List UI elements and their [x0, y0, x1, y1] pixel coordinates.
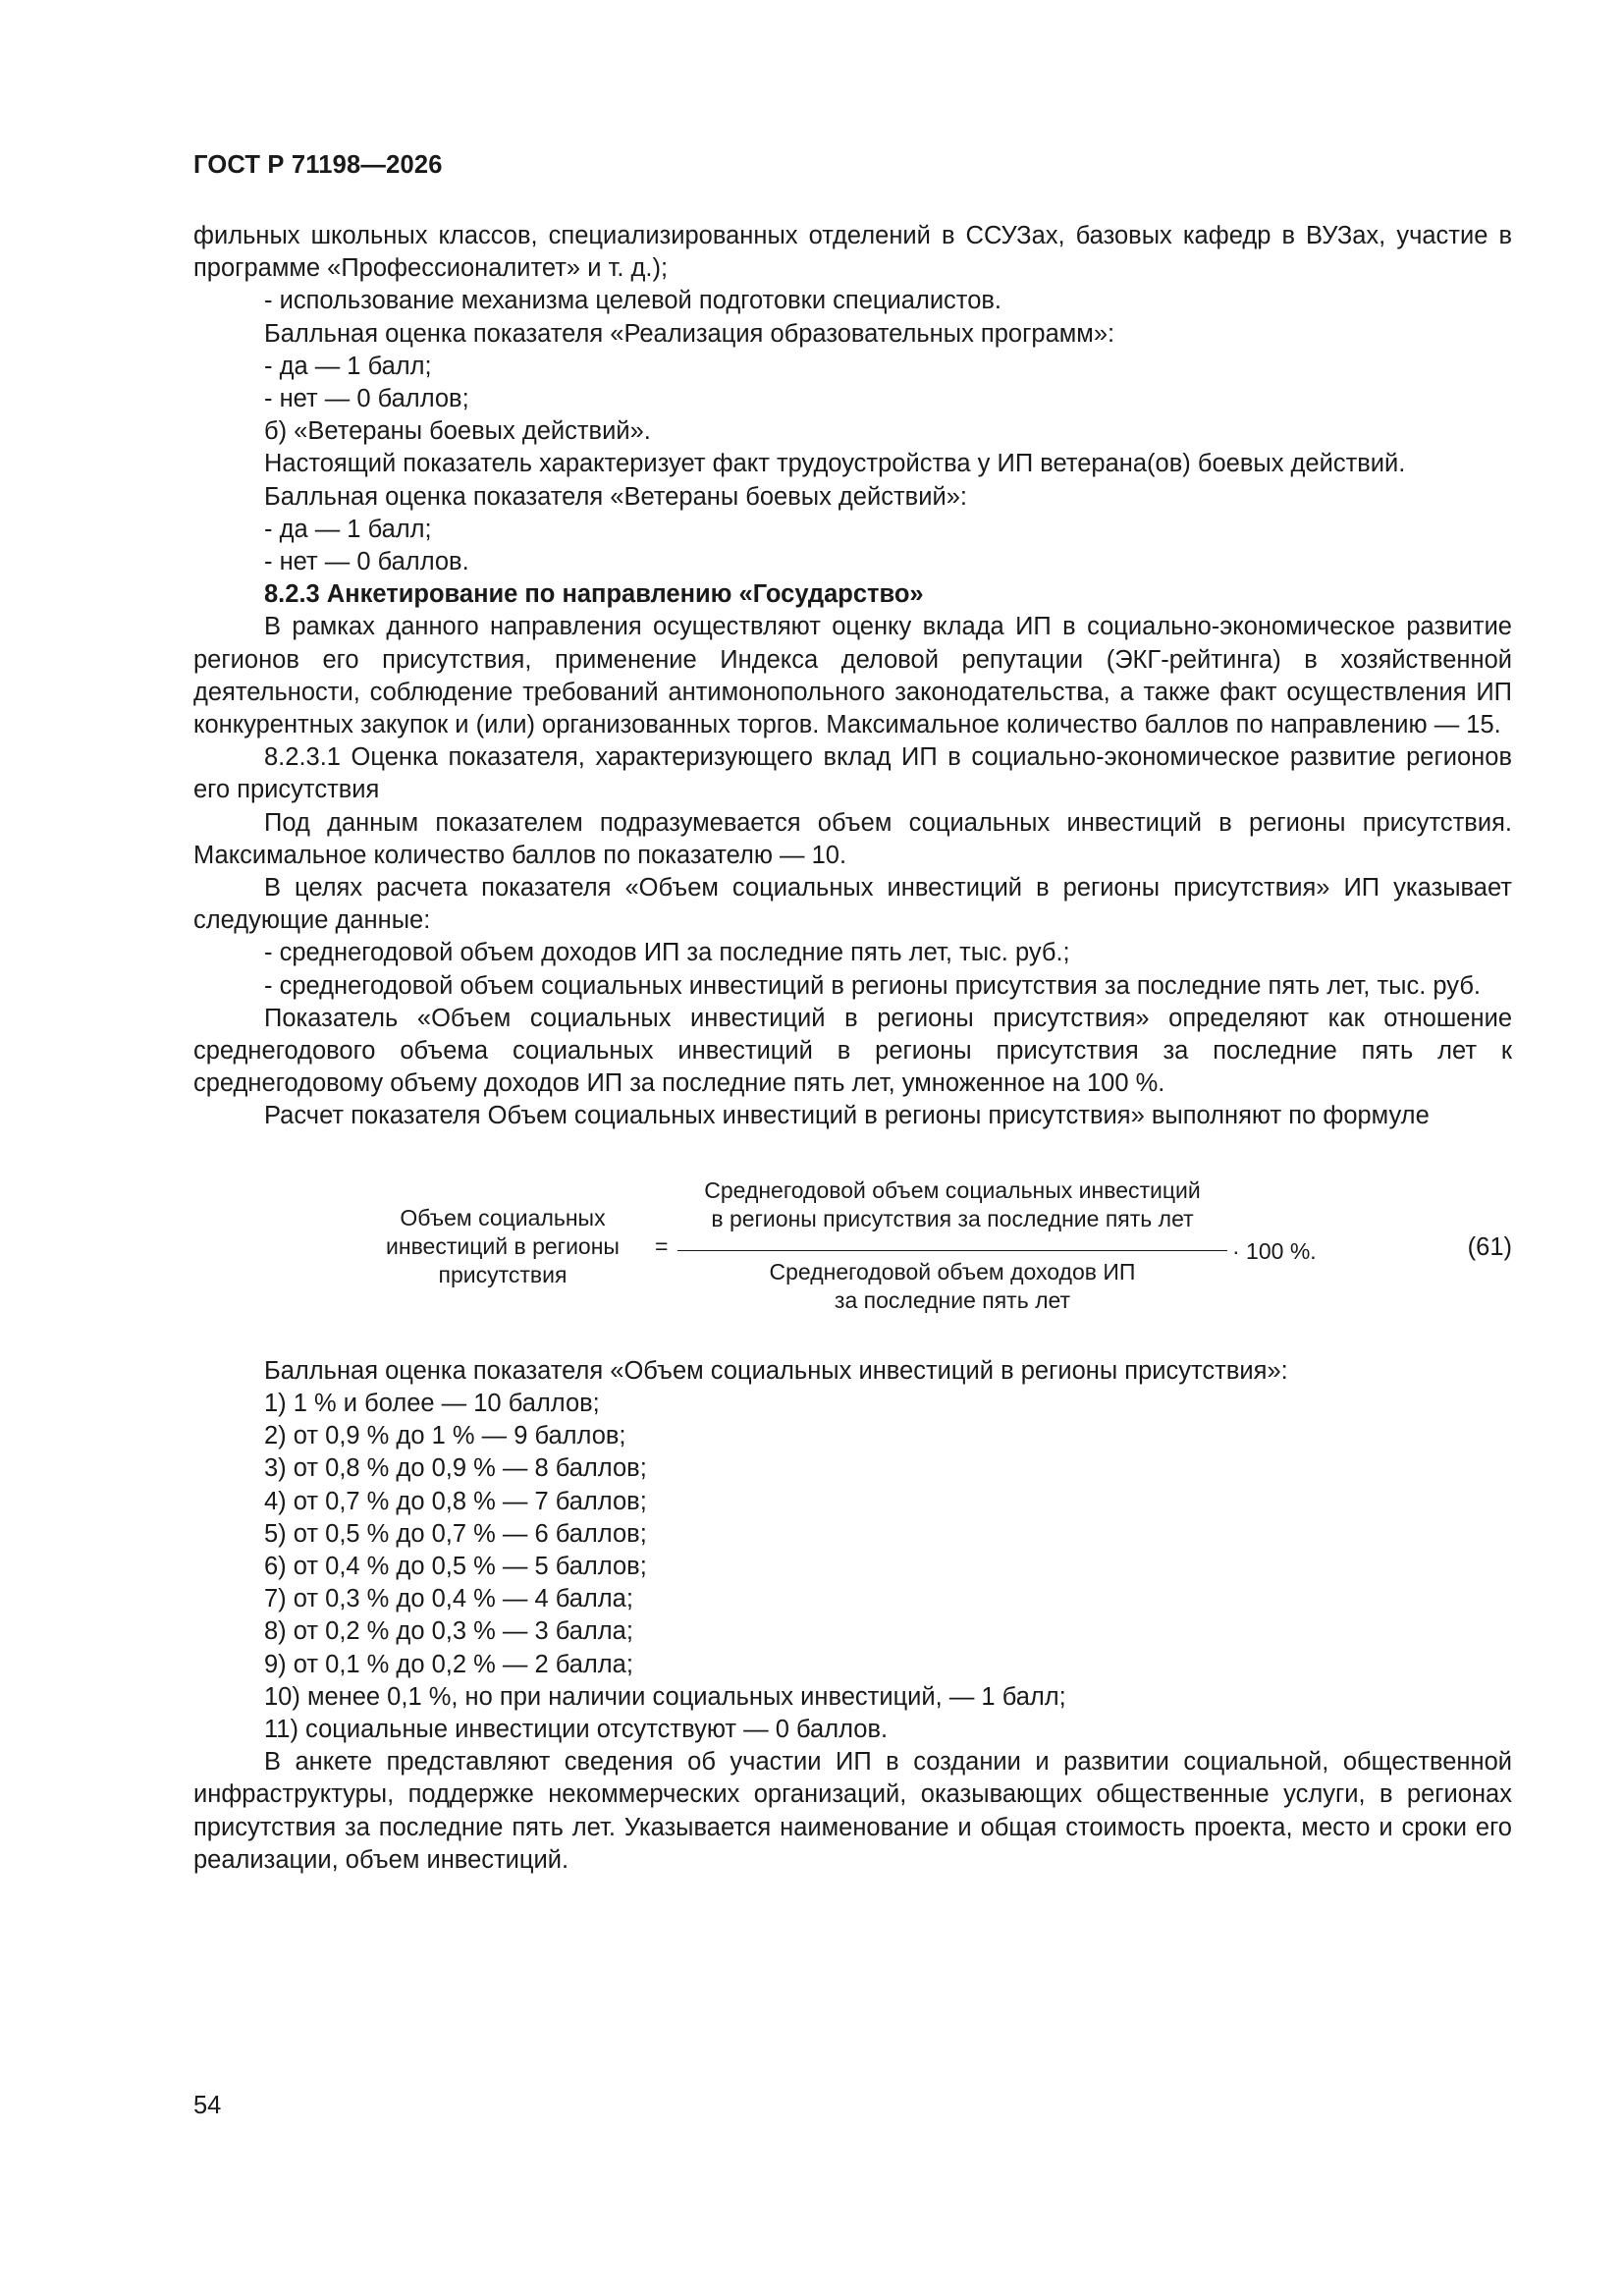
page-header-standard-number: ГОСТ Р 71198—2026: [193, 151, 443, 179]
formula-fraction-bar: [677, 1250, 1227, 1251]
score-list-item: 10) менее 0,1 %, но при наличии социальных инвестиций, — 1 балл;: [264, 1682, 1066, 1711]
score-list-item: 11) социальные инвестиции отсутствуют — 0 баллов.: [264, 1715, 889, 1743]
formula-lhs-line: Объем социальных: [400, 1204, 606, 1230]
score-list-item: 5) от 0,5 % до 0,7 % — 6 баллов;: [264, 1519, 647, 1548]
formula-number: (61): [1467, 1232, 1512, 1261]
formula-61: [193, 1161, 1512, 1347]
formula-numerator: [677, 1176, 1227, 1233]
score-list: [193, 1388, 1512, 1746]
paragraph: Балльная оценка показателя «Ветераны боевых действий»:: [264, 482, 967, 511]
score-list-item: 2) от 0,9 % до 1 % — 9 баллов;: [264, 1422, 626, 1450]
section-heading: 8.2.3 Анкетирование по направлению «Государство»: [264, 580, 924, 609]
formula-numerator-line: Среднегодовой объем социальных инвестиций: [704, 1176, 1201, 1203]
paragraph: Под данным показателем подразумевается объем социальных инвестиций в регионы присутствия. Максимальное количество баллов по показателю — 10.: [193, 808, 1512, 869]
paragraph: Балльная оценка показателя «Объем социальных инвестиций в регионы присутствия»:: [264, 1356, 1288, 1385]
formula-denominator: [677, 1258, 1227, 1315]
score-list-item: 8) от 0,2 % до 0,3 % — 3 балла;: [264, 1617, 633, 1646]
score-list-item: 7) от 0,3 % до 0,4 % — 4 балла;: [264, 1585, 633, 1613]
list-item: - нет — 0 баллов.: [264, 548, 469, 576]
list-item: - среднегодовой объем социальных инвестиций в регионы присутствия за последние пять лет, тыс. руб.: [264, 971, 1482, 1000]
body-text: [193, 220, 1512, 1877]
paragraph-continuation: фильных школьных классов, специализированных отделений в ССУЗах, базовых кафедр в ВУЗах, участие в программе «Профессионалитет» и т. д.);: [193, 222, 1512, 283]
list-item: - использование механизма целевой подготовки специалистов.: [264, 287, 1002, 315]
list-item: - да — 1 балл;: [264, 515, 432, 543]
paragraph: Расчет показателя Объем социальных инвестиций в регионы присутствия» выполняют по формуле: [264, 1102, 1430, 1130]
paragraph: Показатель «Объем социальных инвестиций в регионы присутствия» определяют как отношение среднегодового объема социальных инвестиций в регионы присутствия за последние пять лет к среднегодовому объему доходов ИП за последние пять лет, умноженное на 100 %.: [193, 1004, 1512, 1098]
score-list-item: 1) 1 % и более — 10 баллов;: [264, 1389, 600, 1417]
formula-lhs-line: присутствия: [438, 1261, 568, 1287]
score-list-item: 4) от 0,7 % до 0,8 % — 7 баллов;: [264, 1487, 647, 1515]
formula-lhs: [360, 1204, 645, 1289]
subsection-heading: 8.2.3.1 Оценка показателя, характеризующего вклад ИП в социально-экономическое развитие регионов его присутствия: [193, 743, 1512, 804]
formula-lhs-line: инвестиций в регионы: [386, 1232, 620, 1259]
list-item: - среднегодовой объем доходов ИП за последние пять лет, тыс. руб.;: [264, 939, 1070, 967]
paragraph: В анкете представляют сведения об участии ИП в создании и развитии социальной, общественной инфраструктуры, поддержке некоммерческих организаций, оказывающих общественные услуги, в регионах присутствия за последние пять лет. Указывается наименование и общая стоимость проекта, место и сроки его реализации, объем инвестиций.: [193, 1748, 1512, 1874]
formula-numerator-line: в регионы присутствия за последние пять лет: [711, 1205, 1194, 1231]
formula-denominator-line: Среднегодовой объем доходов ИП: [769, 1258, 1136, 1285]
formula-multiplier: · 100 %.: [1232, 1237, 1317, 1264]
score-list-item: 6) от 0,4 % до 0,5 % — 5 баллов;: [264, 1552, 647, 1580]
list-item: - да — 1 балл;: [264, 352, 432, 380]
paragraph: В целях расчета показателя «Объем социальных инвестиций в регионы присутствия» ИП указывает следующие данные:: [193, 874, 1512, 935]
page-number: 54: [193, 2092, 222, 2119]
score-list-item: 3) от 0,8 % до 0,9 % — 8 баллов;: [264, 1454, 647, 1483]
paragraph: Балльная оценка показателя «Реализация образовательных программ»:: [264, 319, 1115, 348]
formula-denominator-line: за последние пять лет: [834, 1286, 1071, 1313]
formula-equals-sign: =: [655, 1232, 669, 1259]
paragraph: Настоящий показатель характеризует факт трудоустройства у ИП ветерана(ов) боевых действий.: [264, 450, 1406, 478]
paragraph: б) «Ветераны боевых действий».: [264, 417, 651, 446]
score-list-item: 9) от 0,1 % до 0,2 % — 2 балла;: [264, 1650, 633, 1678]
paragraph: В рамках данного направления осуществляют оценку вклада ИП в социально-экономическое развитие регионов его присутствия, применение Индекса деловой репутации (ЭКГ-рейтинга) в хозяйственной деятельности, соблюдение требований антимонопольного законодательства, а также факт осуществления ИП конкурентных закупок и (или) организованных торгов. Максимальное количество баллов по направлению — 15.: [193, 613, 1512, 739]
list-item: - нет — 0 баллов;: [264, 385, 469, 413]
